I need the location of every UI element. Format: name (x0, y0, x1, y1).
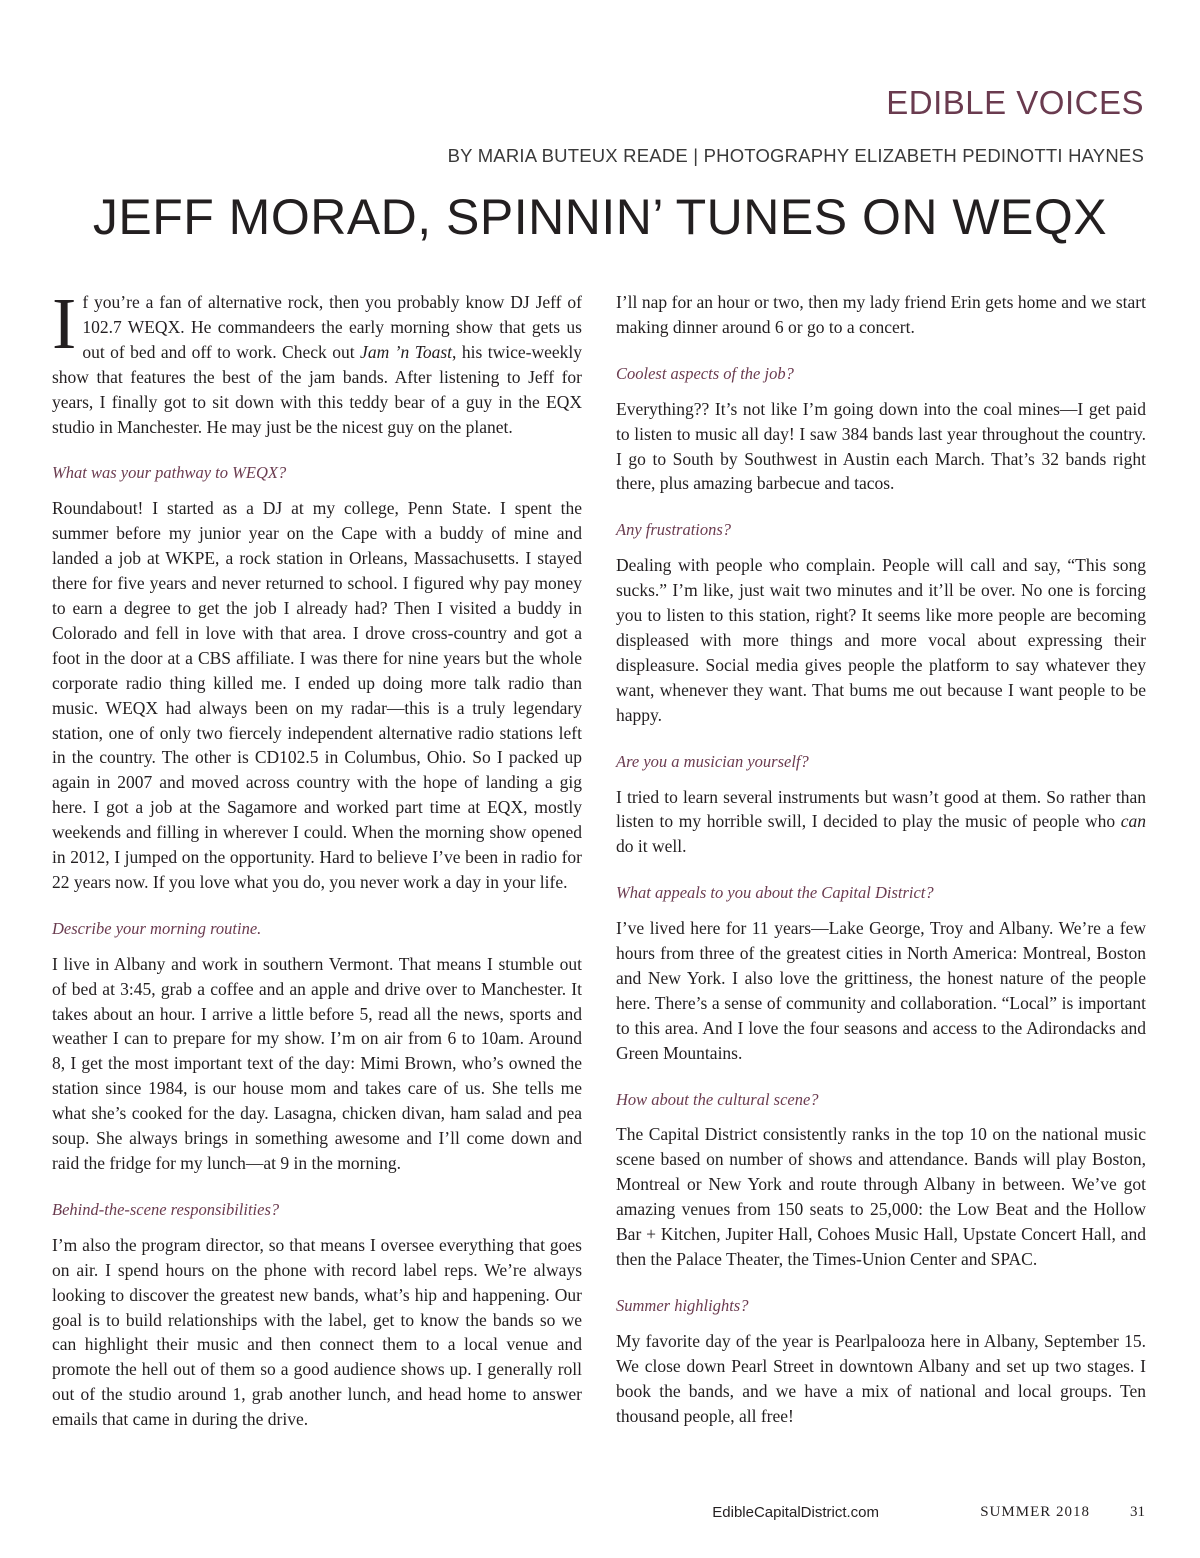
answer-text: I tried to learn several instruments but wasn’t good at them. So rather than listen to my horrible swill, I decided to play the music of people who (616, 786, 1146, 832)
answer-paragraph: I’ll nap for an hour or two, then my lady friend Erin gets home and we start making dinner around 6 or go to a concert. (616, 292, 1146, 337)
question-heading: Coolest aspects of the job? (616, 363, 794, 383)
intro-text-cont: , his twice-weekly show that features the best of the jam bands. After listening to Jeff for years, I finally got to sit down with this teddy bear of a guy in the EQX studio in Manchester. He may just be the nicest guy on the planet. (52, 341, 582, 437)
answer-paragraph: Dealing with people who complain. People will call and say, “This song sucks.” I’m like, just wait two minutes and it’ll be over. No one is forcing you to listen to this station, right? It seems like more people are becoming displeased with more things and more vocal about expressing their displeasure. Social media gives people the platform to say whatever they want, whenever they want. That bums me out because I want people to be happy. (616, 555, 1146, 725)
drop-cap: I (52, 283, 77, 364)
section-label: EDIBLE VOICES (886, 84, 1144, 121)
question-heading: What was your pathway to WEQX? (52, 463, 287, 483)
answer-paragraph: Everything?? It’s not like I’m going down into the coal mines—I get paid to listen to music all day! I saw 384 bands last year throughout the country. I go to South by Southwest in Austin each March. That’s 32 bands right there, plus amazing barbecue and tacos. (616, 398, 1146, 494)
intro-paragraph (52, 283, 582, 439)
question-heading: Behind-the-scene responsibilities? (52, 1199, 280, 1219)
answer-paragraph: My favorite day of the year is Pearlpalooza here in Albany, September 15. We close down Pearl Street in downtown Albany and set up two stages. I book the bands, and we have a mix of national and local groups. Ten thousand people, all free! (616, 1330, 1146, 1426)
emphasis-text: can (1120, 811, 1146, 832)
answer-text-cont: do it well. (616, 836, 687, 857)
footer-website: EdibleCapitalDistrict.com (712, 1504, 879, 1521)
answer-paragraph: I live in Albany and work in southern Vermont. That means I stumble out of bed at 3:45, grab a coffee and an apple and drive over to Manchester. It takes about an hour. I arrive a little before 5, read all the news, sports and weather I can to prepare for my show. I’m on air from 6 to 10am. Around 8, I get the most important text of the day: Mimi Brown, who’s owned the station since 1984, is our house mom and takes care of us. She tells me what she’s cooked for the day. Lasagna, chicken divan, ham salad and pea soup. She always brings in something awesome and I’ll come down and raid the fridge for my lunch—at 9 in the morning. (52, 953, 582, 1173)
question-heading: Describe your morning routine. (52, 918, 262, 938)
right-column (616, 290, 1146, 1428)
question-heading: How about the cultural scene? (616, 1089, 819, 1109)
show-name: Jam ’n Toast (360, 341, 452, 362)
question-heading: Summer highlights? (616, 1295, 749, 1315)
question-heading: Are you a musician yourself? (616, 751, 809, 771)
intro-text: f you’re a fan of alternative rock, then you probably know DJ Jeff of 102.7 WEQX. He commandeers the early morning show that gets us out of bed and off to work. Check out (82, 292, 582, 362)
answer-paragraph (616, 785, 1146, 860)
left-column (52, 283, 582, 1432)
answer-paragraph: I’ve lived here for 11 years—Lake George, Troy and Albany. We’re a few hours from three of the greatest cities in North America: Montreal, Boston and New York. I also love the grittiness, the honest nature of the people here. There’s a sense of community and collaboration. “Local” is important to this area. And I love the four seasons and access to the Adirondacks and Green Mountains. (616, 918, 1146, 1063)
page-number: 31 (1130, 1504, 1145, 1520)
answer-paragraph: The Capital District consistently ranks in the top 10 on the national music scene based on number of shows and attendance. Bands will play Boston, Montreal or New York and route through Albany in between. We’ve got amazing venues from 150 seats to 25,000: the Low Beat and the Hollow Bar + Kitchen, Jupiter Hall, Cohoes Music Hall, Upstate Concert Hall, and then the Palace Theater, the Times-Union Center and SPAC. (616, 1124, 1146, 1269)
byline: BY MARIA BUTEUX READE | PHOTOGRAPHY ELIZABETH PEDINOTTI HAYNES (447, 145, 1144, 166)
answer-paragraph: Roundabout! I started as a DJ at my college, Penn State. I spent the summer before my junior year on the Cape with a buddy of mine and landed a job at WKPE, a rock station in Orleans, Massachusetts. I stayed there for five years and never returned to school. I figured why pay money to earn a degree to get the job I already had? Then I visited a buddy in Colorado and fell in love with that area. I drove cross-country and got a foot in the door at a CBS affiliate. I was there for nine years but the whole corporate radio thing killed me. I ended up doing more talk radio than music. WEQX had always been on my radar—this is a truly legendary station, one of only two fiercely independent alternative radio stations left in the country. The other is CD102.5 in Columbus, Ohio. So I packed up again in 2007 and moved across country with the hope of landing a gig here. I got a job at the Sagamore and worked part time at EQX, mostly weekends and filling in wherever I could. When the morning show opened in 2012, I jumped on the opportunity. Hard to believe I’ve been in radio for 22 years now. If you love what you do, you never work a day in your life. (52, 498, 582, 892)
footer-issue: SUMMER 2018 (980, 1504, 1090, 1520)
article-title: JEFF MORAD, SPINNIN’ TUNES ON WEQX (92, 189, 1108, 245)
question-heading: Any frustrations? (616, 520, 732, 540)
answer-paragraph: I’m also the program director, so that means I oversee everything that goes on air. I spend hours on the phone with record label reps. We’re always looking to discover the greatest new bands, what’s hip and happening. Our goal is to build relationships with the label, get to know the bands so we can highlight their music and then connect them to a local venue and promote the hell out of them so a good audience shows up. I generally roll out of the studio around 1, grab another lunch, and head home to answer emails that came in during the drive. (52, 1234, 582, 1430)
question-heading: What appeals to you about the Capital District? (616, 883, 934, 903)
